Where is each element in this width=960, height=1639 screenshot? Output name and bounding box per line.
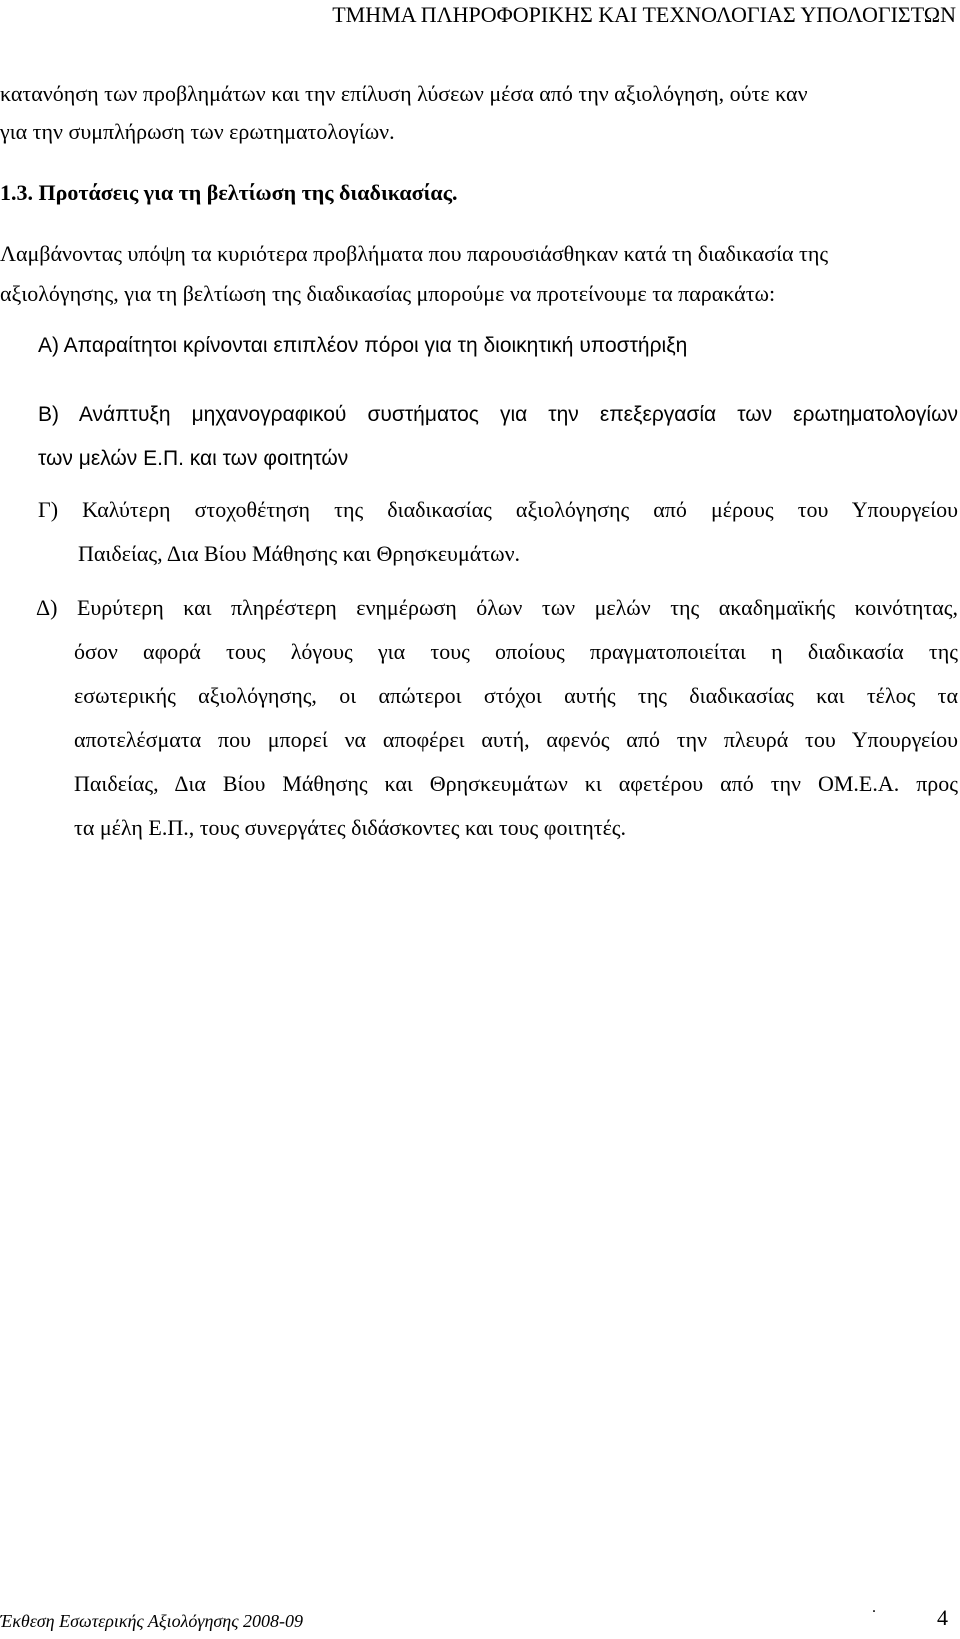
lead-line-2: αξιολόγησης, για τη βελτίωση της διαδικασίας μπορούμε να προτείνουμε τα παρακάτω: [0,281,776,306]
proposal-item-d-line-3: εσωτερικής αξιολόγησης, οι απώτεροι στόχοι αυτής της διαδικασίας και τέλος τα [74,683,958,708]
proposal-item-d-line-6: τα μέλη Ε.Π., τους συνεργάτες διδάσκοντες και τους φοιτητές. [74,815,627,840]
intro-line-1: κατανόηση των προβλημάτων και την επίλυση λύσεων μέσα από την αξιολόγηση, ούτε καν [0,81,808,106]
proposal-item-b [38,393,958,481]
proposal-item-c [38,488,958,576]
proposal-item-d-line-4: αποτελέσματα που μπορεί να αποφέρει αυτή, αφενός από την πλευρά του Υπουργείου [74,727,958,752]
proposal-item-b-line-1: Β) Ανάπτυξη μηχανογραφικού συστήματος για την επεξεργασία των ερωτηματολογίων [38,403,958,426]
intro-line-2: για την συμπλήρωση των ερωτηματολογίων. [0,119,395,144]
lead-paragraph [0,234,958,314]
lead-line-1: Λαμβάνοντας υπόψη τα κυριότερα προβλήματα που παρουσιάσθηκαν κατά τη διαδικασία της [0,241,829,266]
footer-dot: . [872,1599,876,1616]
proposal-item-d-line-2: όσον αφορά τους λόγους για τους οποίους πραγματοποιείται η διαδικασία της [74,639,958,664]
proposal-item-d [38,586,958,850]
proposal-item-c-line-2: Παιδείας, Δια Βίου Μάθησης και Θρησκευμάτων. [78,541,521,566]
proposal-item-c-line-1: Γ) Καλύτερη στοχοθέτηση της διαδικασίας αξιολόγησης από μέρους του Υπουργείου [38,497,958,522]
section-heading: 1.3. Προτάσεις για τη βελτίωση της διαδικασίας. [0,180,458,205]
proposal-item-b-line-2: των μελών Ε.Π. και των φοιτητών [38,447,349,470]
intro-paragraph [0,75,958,151]
page-header: ΤΜΗΜΑ ΠΛΗΡΟΦΟΡΙΚΗΣ ΚΑΙ ΤΕΧΝΟΛΟΓΙΑΣ ΥΠΟΛΟΓΙΣΤΩΝ [332,2,956,27]
proposal-item-d-line-1: Δ) Ευρύτερη και πληρέστερη ενημέρωση όλων των μελών της ακαδημαϊκής κοινότητας, [36,595,958,620]
footer-document-title: Έκθεση Εσωτερικής Αξιολόγησης 2008-09 [0,1611,304,1631]
proposal-item-d-line-5: Παιδείας, Δια Βίου Μάθησης και Θρησκευμάτων κι αφετέρου από την ΟΜ.Ε.Α. προς [74,771,958,796]
page-number: 4 [937,1605,948,1630]
proposal-item-a [38,331,958,361]
proposal-item-a-text: Α) Απαραίτητοι κρίνονται επιπλέον πόροι για τη διοικητική υποστήριξη [38,334,688,357]
